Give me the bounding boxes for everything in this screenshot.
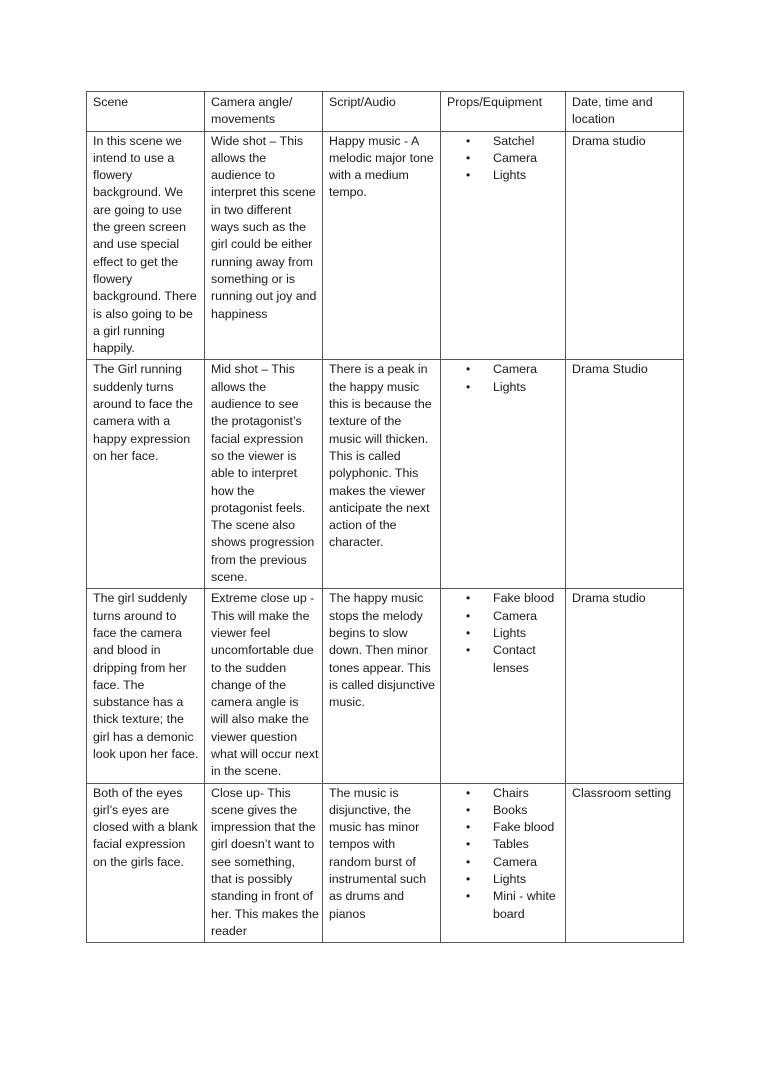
storyboard-table	[86, 91, 684, 943]
list-item: • Chairs	[493, 785, 562, 802]
header-camera-angle: Camera angle/ movements	[205, 92, 323, 132]
location-cell: Drama studio	[566, 589, 684, 783]
list-item: • Contact lenses	[493, 642, 562, 677]
list-item: • Satchel	[493, 133, 562, 150]
props-list	[447, 133, 562, 185]
audio-cell: The music is disjunctive, the music has minor tempos with random burst of instrumental such as drums and pianos	[323, 783, 441, 943]
list-item: • Lights	[493, 167, 562, 184]
header-date-time-location: Date, time and location	[566, 92, 684, 132]
table-row	[87, 131, 684, 360]
props-list	[447, 590, 562, 676]
list-item: • Lights	[493, 871, 562, 888]
props-cell	[441, 589, 566, 783]
list-item: • Books	[493, 802, 562, 819]
location-cell: Drama studio	[566, 131, 684, 360]
scene-cell: Both of the eyes girl’s eyes are closed with a blank facial expression on the girls face.	[87, 783, 205, 943]
table-header-row	[87, 92, 684, 132]
header-props-equipment: Props/Equipment	[441, 92, 566, 132]
list-item: • Fake blood	[493, 590, 562, 607]
audio-cell: Happy music - A melodic major tone with a medium tempo.	[323, 131, 441, 360]
camera-cell: Extreme close up - This will make the viewer feel uncomfortable due to the sudden change of the camera angle is will also make the viewer question what will occur next in the scene.	[205, 589, 323, 783]
header-scene: Scene	[87, 92, 205, 132]
camera-cell: Close up- This scene gives the impression that the girl doesn’t want to see something, that is possibly standing in front of her. This makes the reader	[205, 783, 323, 943]
list-item: • Fake blood	[493, 819, 562, 836]
header-script-audio: Script/Audio	[323, 92, 441, 132]
props-list	[447, 361, 562, 396]
list-item: • Lights	[493, 379, 562, 396]
audio-cell: The happy music stops the melody begins to slow down. Then minor tones appear. This is called disjunctive music.	[323, 589, 441, 783]
table-row	[87, 783, 684, 943]
list-item: • Camera	[493, 608, 562, 625]
list-item: • Camera	[493, 361, 562, 378]
scene-cell: The Girl running suddenly turns around to face the camera with a happy expression on her face.	[87, 360, 205, 589]
scene-cell: In this scene we intend to use a flowery background. We are going to use the green screen and use special effect to get the flowery background. There is also going to be a girl running happily.	[87, 131, 205, 360]
list-item: • Camera	[493, 150, 562, 167]
scene-cell: The girl suddenly turns around to face the camera and blood in dripping from her face. The substance has a thick texture; the girl has a demonic look upon her face.	[87, 589, 205, 783]
table-row	[87, 589, 684, 783]
camera-cell: Wide shot – This allows the audience to interpret this scene in two different ways such as the girl could be either running away from something or is running out joy and happiness	[205, 131, 323, 360]
list-item: • Tables	[493, 836, 562, 853]
props-cell	[441, 360, 566, 589]
camera-cell: Mid shot – This allows the audience to see the protagonist’s facial expression so the viewer is able to interpret how the protagonist feels. The scene also shows progression from the previous scene.	[205, 360, 323, 589]
props-list	[447, 785, 562, 923]
props-cell	[441, 131, 566, 360]
location-cell: Drama Studio	[566, 360, 684, 589]
props-cell	[441, 783, 566, 943]
list-item: • Lights	[493, 625, 562, 642]
table-row	[87, 360, 684, 589]
list-item: • Mini - white board	[493, 888, 562, 923]
list-item: • Camera	[493, 854, 562, 871]
audio-cell: There is a peak in the happy music this is because the texture of the music will thicken. This is called polyphonic. This makes the viewer anticipate the next action of the character.	[323, 360, 441, 589]
location-cell: Classroom setting	[566, 783, 684, 943]
